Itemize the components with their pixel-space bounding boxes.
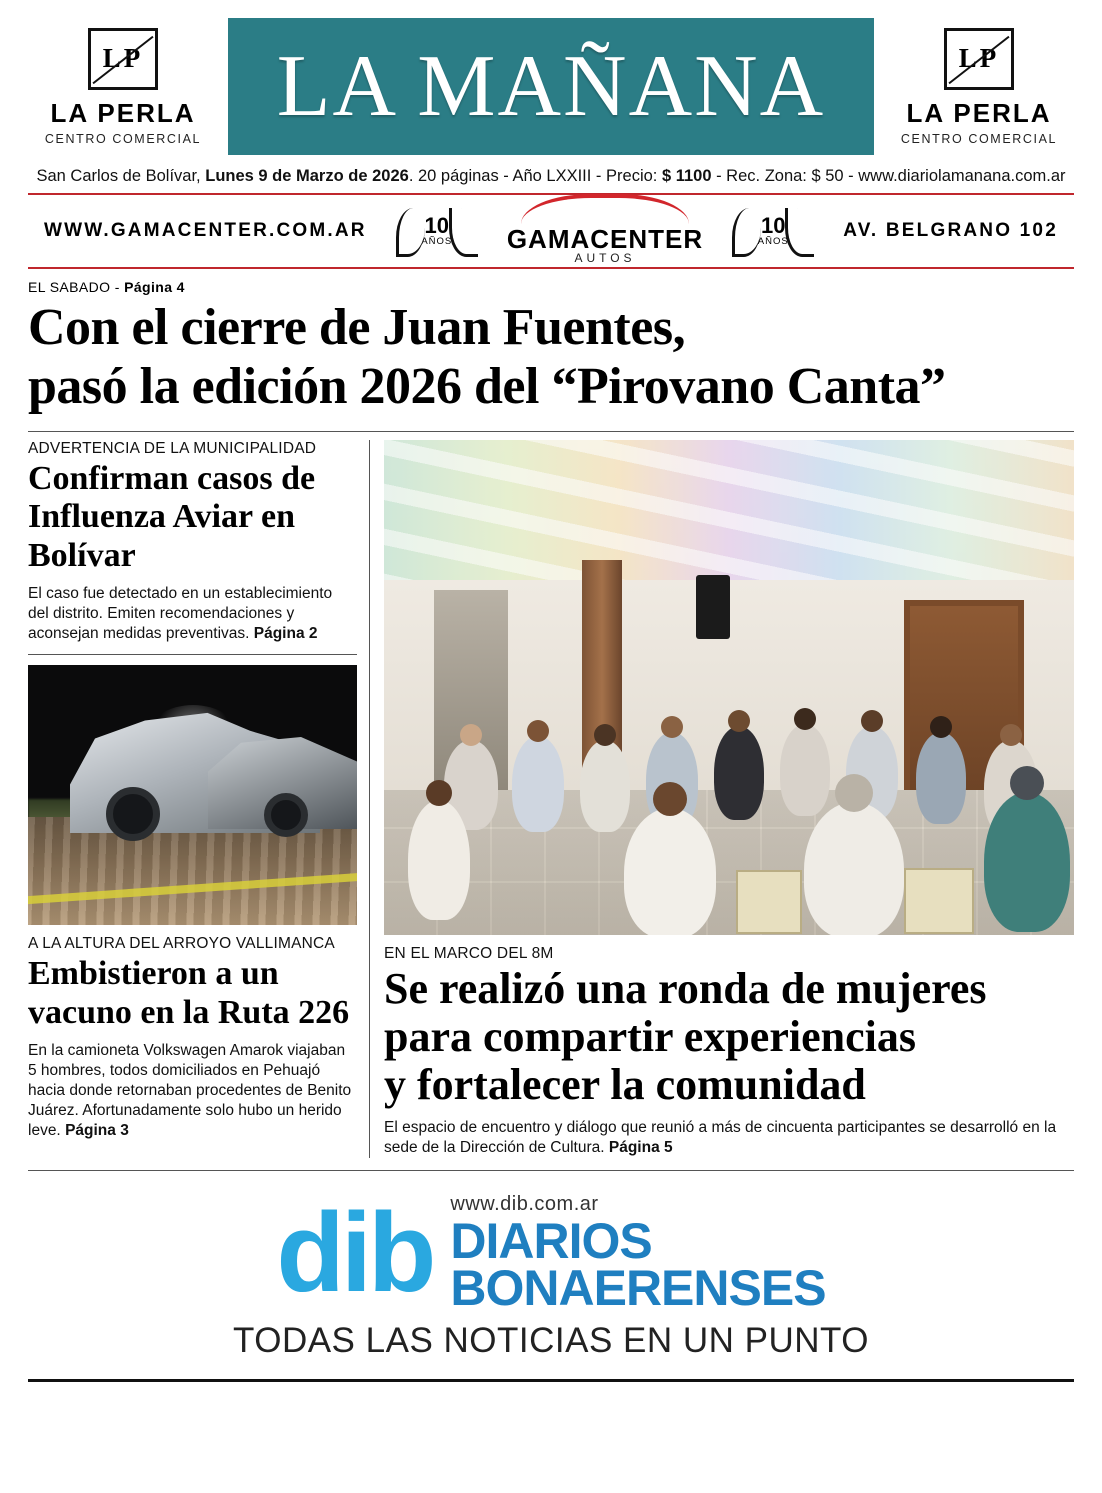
- la-perla-monogram-icon: [88, 28, 158, 90]
- newspaper-title-box: [228, 18, 874, 155]
- la-perla-monogram-icon-right: [944, 28, 1014, 90]
- left-divider: [28, 654, 357, 655]
- content-grid: [28, 431, 1074, 1158]
- dib-url[interactable]: www.dib.com.ar: [450, 1192, 599, 1215]
- anniversary-seal-right-icon: [730, 202, 816, 260]
- womens-circle-photo: [384, 440, 1074, 935]
- seal-label-right: AÑOS: [757, 236, 789, 248]
- story-vacuno-kicker: A LA ALTURA DEL ARROYO VALLIMANCA: [28, 935, 335, 953]
- photo-road: [28, 817, 357, 925]
- lead-kicker-page[interactable]: Página 4: [124, 279, 185, 295]
- dib-word-diarios: DIARIOS: [450, 1212, 652, 1269]
- gamacenter-address: AV. BELGRANO 102: [843, 220, 1058, 241]
- story-vacuno-text: En la camioneta Volkswagen Amarok viajaban 5 hombres, todos domiciliados en Pehuajó hacia donde retornaban procedentes de Benito Juárez. Afortunadamente solo hubo un herido leve.: [28, 1041, 352, 1140]
- dateline-zone: - Rec. Zona: $ 50 -: [711, 167, 859, 185]
- story-ronda-body: [384, 1118, 1074, 1158]
- photo-person: [780, 724, 830, 816]
- right-column: [370, 440, 1074, 1158]
- story-ronda-headline-line1: Se realizó una ronda de mujeres: [384, 963, 987, 1013]
- seal-number-right: 10: [760, 213, 786, 239]
- dateline: [28, 167, 1074, 193]
- seal-number-left: 10: [424, 213, 450, 239]
- photo-person: [714, 726, 764, 820]
- anniversary-seal-left-icon: [394, 202, 480, 260]
- story-ronda-page-ref[interactable]: Página 5: [608, 1138, 673, 1156]
- dateline-date: Lunes 9 de Marzo de 2026: [205, 167, 409, 185]
- story-influenza[interactable]: [28, 440, 357, 645]
- bottom-divider: [28, 1379, 1074, 1382]
- gamacenter-url[interactable]: WWW.GAMACENTER.COM.AR: [44, 220, 367, 241]
- story-ronda-headline-line2: para compartir experiencias: [384, 1011, 916, 1061]
- photo-wheel-rear: [264, 793, 308, 837]
- lead-kicker-text: EL SABADO -: [28, 279, 125, 295]
- story-ronda-kicker: EN EL MARCO DEL 8M: [384, 944, 554, 962]
- story-influenza-page-ref[interactable]: Página 2: [253, 625, 318, 643]
- story-influenza-kicker: ADVERTENCIA DE LA MUNICIPALIDAD: [28, 439, 317, 457]
- divider-red-bottom: [28, 267, 1074, 269]
- photo-person: [408, 800, 470, 920]
- advertiser-logo-right: [884, 28, 1074, 146]
- la-perla-sub-left: CENTRO COMERCIAL: [44, 131, 202, 146]
- photo-person: [804, 802, 904, 935]
- photo-speaker-icon: [696, 575, 730, 639]
- seal-label-left: AÑOS: [421, 236, 453, 248]
- gamacenter-brand: GAMACENTER: [506, 224, 704, 254]
- left-column: [28, 440, 370, 1158]
- story-influenza-body: [28, 584, 357, 644]
- la-perla-name-right: LA PERLA: [906, 97, 1052, 128]
- story-influenza-headline[interactable]: Confirman casos de Influenza Aviar en Bolívar: [28, 459, 316, 574]
- photo-chair: [736, 870, 802, 934]
- photo-person: [580, 740, 630, 832]
- lead-kicker: [28, 279, 1074, 295]
- page-title: LA MAÑANA: [276, 37, 826, 135]
- dib-ad-row: [28, 1190, 1074, 1317]
- monogram-text: LP: [102, 43, 144, 73]
- dateline-website-link[interactable]: www.diariolamanana.com.ar: [858, 167, 1066, 185]
- crash-photo: [28, 665, 357, 925]
- photo-person: [512, 736, 564, 832]
- dateline-city: San Carlos de Bolívar,: [36, 167, 206, 185]
- gamacenter-logo: [507, 198, 703, 264]
- story-ronda[interactable]: [384, 945, 1074, 1158]
- story-vacuno-headline[interactable]: Embistieron a un vacuno en la Ruta 226: [28, 955, 350, 1031]
- dateline-pages: . 20 páginas - Año LXXIII - Precio:: [408, 167, 662, 185]
- photo-person: [916, 732, 966, 824]
- photo-person: [624, 808, 716, 935]
- photo-ceiling-decoration: [384, 440, 1074, 590]
- story-vacuno-page-ref[interactable]: Página 3: [65, 1122, 129, 1140]
- dib-text-block: [450, 1192, 826, 1317]
- story-ronda-headline-line3: y fortalecer la comunidad: [384, 1060, 866, 1110]
- gamacenter-brand-sub: AUTOS: [574, 251, 636, 265]
- dib-slogan: TODAS LAS NOTICIAS EN UN PUNTO: [232, 1320, 870, 1360]
- advertiser-logo-left: [28, 28, 218, 146]
- dib-logo-icon: dib: [276, 1190, 433, 1316]
- gamacenter-ad-banner[interactable]: [28, 195, 1074, 267]
- dib-footer-ad[interactable]: [28, 1170, 1074, 1361]
- dateline-price: $ 1100: [661, 167, 712, 185]
- la-perla-sub-right: CENTRO COMERCIAL: [900, 131, 1058, 146]
- lead-headline[interactable]: [28, 299, 1074, 417]
- photo-wheel-front: [106, 787, 160, 841]
- car-silhouette-icon: [521, 198, 689, 224]
- masthead: [28, 0, 1074, 155]
- dib-word-bonaerenses: BONAERENSES: [450, 1260, 826, 1317]
- photo-chair: [904, 868, 974, 934]
- story-influenza-text: El caso fue detectado en un establecimiento del distrito. Emiten recomendaciones y aconsejan medidas preventivas.: [28, 584, 333, 643]
- story-ronda-text: El espacio de encuentro y diálogo que reunió a más de cincuenta participantes se desarrolló en la sede de la Dirección de Cultura.: [384, 1118, 1057, 1156]
- lead-headline-line2: pasó la edición 2026 del “Pirovano Canta”: [28, 357, 946, 415]
- monogram-text-right: LP: [958, 43, 1000, 73]
- la-perla-name-left: LA PERLA: [50, 97, 196, 128]
- story-vacuno[interactable]: [28, 935, 357, 1141]
- story-ronda-headline[interactable]: [384, 965, 1074, 1110]
- story-vacuno-body: [28, 1041, 357, 1142]
- lead-headline-line1: Con el cierre de Juan Fuentes,: [28, 299, 686, 356]
- photo-person: [984, 792, 1070, 932]
